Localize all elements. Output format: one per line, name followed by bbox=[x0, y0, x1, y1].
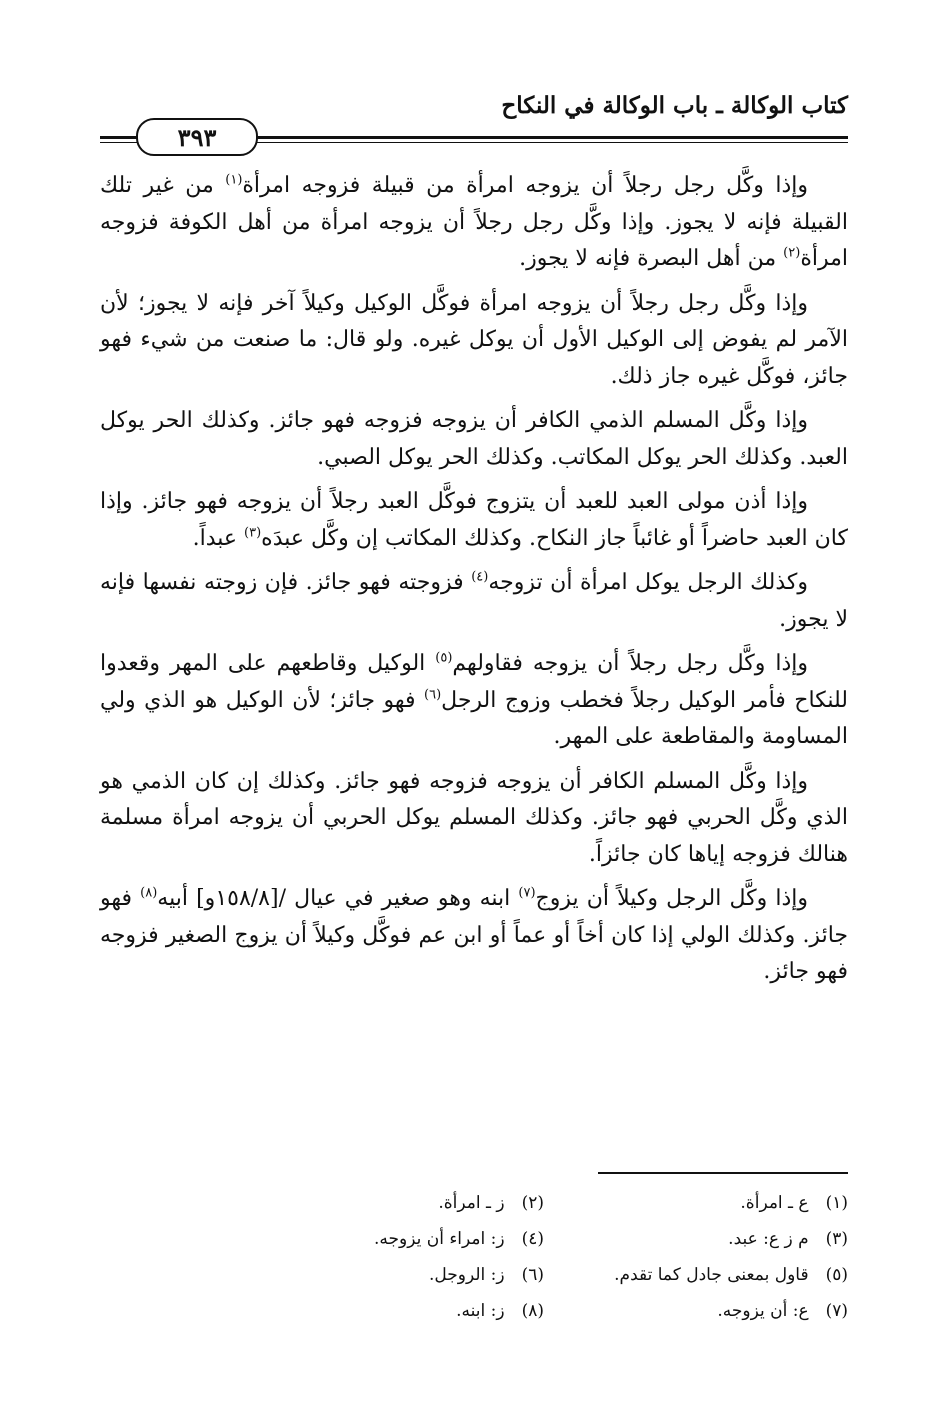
paragraph bbox=[100, 403, 848, 476]
paragraph-text: من أهل البصرة فإنه لا يجوز. bbox=[519, 246, 784, 271]
paragraph-text: وكذلك الرجل يوكل امرأة أن تزوجه bbox=[488, 570, 808, 595]
footnote-text: ز: الروجل. bbox=[428, 1265, 505, 1285]
footnote-text: ع: أن يزوجه. bbox=[717, 1301, 809, 1321]
footnote-text: قاول بمعنى جادل كما تقدم. bbox=[614, 1265, 809, 1285]
paragraph bbox=[100, 286, 848, 396]
footnote bbox=[604, 1222, 848, 1256]
footnote-number: (٧) bbox=[825, 1301, 848, 1321]
paragraph-text: وإذا وكَّل رجل رجلاً أن يزوجه امرأة من قبيلة فزوجه امرأة bbox=[242, 173, 808, 198]
paragraph-text: الوكيل وقاطعهم على المهر وقعدوا للنكاح فأمر الوكيل رجلاً فخطب وزوج الرجل bbox=[100, 651, 848, 713]
footnote-separator bbox=[598, 1172, 848, 1174]
paragraph-text: وإذا وكَّل الرجل وكيلاً أن يزوج bbox=[535, 886, 809, 911]
paragraph bbox=[100, 764, 848, 874]
footnote-text: ع ـ امرأة. bbox=[740, 1193, 809, 1213]
footnote-text: ز ـ امرأة. bbox=[438, 1193, 505, 1213]
paragraph-text: وإذا وكَّل رجل رجلاً أن يزوجه فقاولهم bbox=[452, 651, 808, 676]
main-text bbox=[100, 168, 848, 999]
footnote-number: (١) bbox=[825, 1193, 848, 1213]
paragraph bbox=[100, 168, 848, 278]
footnote-text: م ز ع: عبد. bbox=[728, 1229, 809, 1249]
paragraph bbox=[100, 881, 848, 991]
paragraph-text: عبداً. bbox=[192, 525, 245, 551]
footnotes bbox=[300, 1186, 848, 1328]
paragraph-text: وإذا وكَّل رجل رجلاً أن يزوجه امرأة فوكَّل الوكيل وكيلاً آخر فإنه لا يجوز؛ لأن الآمر لم يفوض إلى الوكيل الأول أن يوكل غيره. ولو قال: ما صنعت من شيء فهو جائز، فوكَّل غيره جاز ذلك. bbox=[100, 290, 848, 389]
footnote-marker: (١) bbox=[225, 172, 243, 188]
paragraph bbox=[100, 646, 848, 756]
footnote bbox=[604, 1294, 848, 1328]
footnote bbox=[300, 1222, 544, 1256]
paragraph bbox=[100, 565, 848, 638]
footnote-number: (٨) bbox=[521, 1301, 544, 1321]
paragraph-text: فزوجته فهو جائز. فإن زوجته نفسها فإنه لا يجوز. bbox=[100, 570, 848, 632]
paragraph bbox=[100, 484, 848, 557]
paragraph-text: وإذا وكَّل المسلم الذمي الكافر أن يزوجه فزوجه فهو جائز. وكذلك الحر يوكل العبد. وكذلك الحر يوكل المكاتب. وكذلك الحر يوكل الصبي. bbox=[100, 408, 848, 470]
footnote-marker: (٥) bbox=[435, 650, 453, 666]
running-title: كتاب الوكالة ـ باب الوكالة في النكاح bbox=[501, 92, 848, 119]
page-number: ٣٩٣ bbox=[177, 122, 217, 152]
page-header bbox=[100, 92, 848, 152]
paragraph-text: وإذا وكَّل المسلم الكافر أن يزوجه فزوجه فهو جائز. وكذلك إن كان الذمي هو الذي وكَّل الحربي فهو جائز. وكذلك المسلم يوكل الحربي أن يزوجه امرأة مسلمة هنالك فزوجه إياها كان جائزاً. bbox=[100, 768, 848, 867]
footnote-number: (٦) bbox=[521, 1265, 544, 1285]
footnote-marker: (٦) bbox=[424, 687, 442, 703]
footnote bbox=[300, 1186, 544, 1220]
footnote-marker: (٨) bbox=[140, 885, 158, 901]
footnote-marker: (٢) bbox=[783, 245, 801, 261]
footnote bbox=[604, 1186, 848, 1220]
paragraph-text: ابنه وهو صغير في عيال /[١٥٨/٨و] أبيه bbox=[157, 886, 519, 911]
footnote-number: (٤) bbox=[521, 1229, 544, 1249]
footnote-marker: (٧) bbox=[518, 885, 536, 901]
footnote-marker: (٣) bbox=[244, 525, 262, 541]
footnote-number: (٢) bbox=[521, 1193, 544, 1213]
paragraph-text: فهو جائز. وكذلك الولي إذا كان أخاً أو عماً أو ابن عم فوكَّل وكيلاً أن يزوج الصغير فزوجه فهو جائز. bbox=[100, 886, 848, 984]
paragraph-text: من غير تلك القبيلة فإنه لا يجوز. وإذا وكَّل رجل رجلاً أن يزوجه امرأة من أهل الكوفة فزوجه امرأة bbox=[100, 173, 848, 271]
footnote-number: (٥) bbox=[825, 1265, 848, 1285]
footnote bbox=[300, 1258, 544, 1292]
paragraph-text: فهو جائز؛ لأن الوكيل هو الذي ولي المساومة والمقاطعة على المهر. bbox=[100, 687, 848, 749]
footnote bbox=[300, 1294, 544, 1328]
footnote-text: ز: امراء أن يزوجه. bbox=[373, 1229, 505, 1249]
footnote-marker: (٤) bbox=[471, 569, 489, 585]
footnote-text: ز: ابنه. bbox=[456, 1301, 505, 1321]
page-number-badge bbox=[136, 118, 258, 156]
paragraph-text: وإذا أذن مولى العبد للعبد أن يتزوج فوكَّل العبد رجلاً أن يزوجه فهو جائز. وإذا كان العبد حاضراً أو غائباً جاز النكاح. وكذلك المكاتب إن وكَّل عبدَه bbox=[100, 489, 848, 551]
footnote bbox=[604, 1258, 848, 1292]
footnote-number: (٣) bbox=[825, 1229, 848, 1249]
